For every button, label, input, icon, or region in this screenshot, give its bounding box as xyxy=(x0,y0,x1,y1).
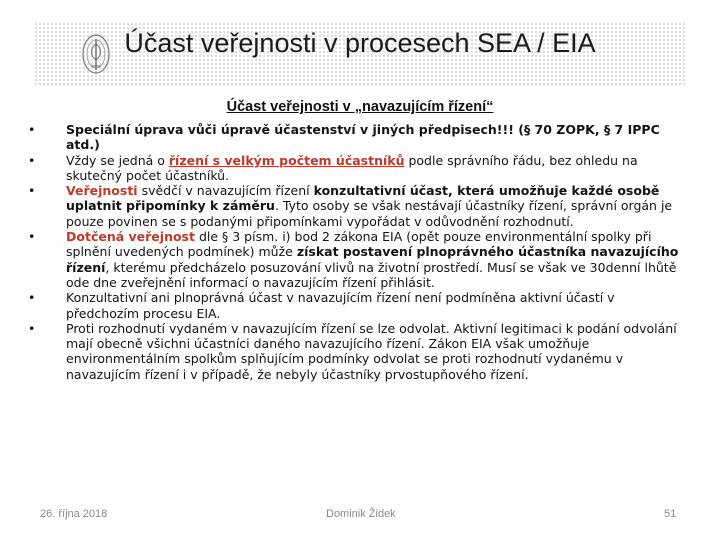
bullet-marker: • xyxy=(28,320,36,336)
bullet-text-segment: podle správního řádu, bez ohledu na skutečný počet účastníků. xyxy=(66,152,638,183)
bullet-text-segment: , kterému předcházelo posuzování vlivů na životní prostředí. Musí se však ve 30denní lhůtě ode dne zveřejnění informací o navazujícím řízení přihlásit. xyxy=(66,259,677,290)
bullet-list xyxy=(26,122,690,382)
bullet-text-segment: Speciální úprava vůči úpravě účastenství v jiných předpisech!!! (§ 70 ZOPK, § 7 IPPC atd.) xyxy=(66,122,660,153)
bullet-item xyxy=(26,153,690,184)
bullet-text-segment: Dotčená veřejnost xyxy=(66,229,195,245)
bullet-marker: • xyxy=(28,152,36,168)
bullet-text-segment: získat postavení plnoprávného účastníka navazujícího řízení xyxy=(66,244,679,275)
bullet-marker: • xyxy=(28,122,36,137)
bullet-text-segment: konzultativní účast, která umožňuje každé osobě uplatnit připomínky k záměru xyxy=(66,183,660,214)
bullet-item xyxy=(26,321,690,382)
bullet-item xyxy=(26,122,690,153)
slide-title: Účast veřejnosti v procesech SEA / EIA xyxy=(124,28,596,58)
bullet-text-segment: Proti rozhodnutí vydaném v navazujícím řízení se lze odvolat. Aktivní legitimaci k podání odvolání mají obecně všichni účastníci daného navazujícího řízení. Zákon EIA však umožňuje environmentálním spolkům splňujícím podmínky odvolat se proti rozhodnutí vydanému v navazujícím řízení i v případě, že nebyly účastníky prvostupňového řízení. xyxy=(66,320,677,382)
bullet-text-segment: řízení s velkým počtem účastníků xyxy=(168,152,405,168)
bullet-item xyxy=(26,290,690,321)
bullet-text-segment: dle § 3 písm. i) bod 2 zákona EIA (opět pouze environmentální spolky při splnění uvedených podmínek) může xyxy=(66,229,652,260)
bullet-text-segment: svědčí v navazujícím řízení xyxy=(137,183,314,199)
footer-author: Dominik Židek xyxy=(326,508,396,520)
section-subtitle: Účast veřejnosti v „navazujícím řízení“ xyxy=(226,99,494,115)
bullet-text-segment: . Tyto osoby se však nestávají účastníky řízení, správní orgán je pouze povinen se s podanými připomínkami vypořádat v odůvodnění rozhodnutí. xyxy=(66,198,673,229)
bullet-item xyxy=(26,183,690,229)
bullet-text-segment: Konzultativní ani plnoprávná účast v navazujícím řízení není podmíněna aktivní účastí v předchozím procesu EIA. xyxy=(66,290,615,321)
bullet-marker: • xyxy=(28,183,36,199)
footer-date: 26. října 2018 xyxy=(40,508,108,520)
bullet-text-segment: Veřejnosti xyxy=(66,183,138,199)
bullet-item xyxy=(26,229,690,290)
bullet-marker: • xyxy=(28,229,36,245)
bullet-marker: • xyxy=(28,290,36,306)
page-number: 51 xyxy=(664,508,677,520)
bullet-text-segment: Vždy se jedná o xyxy=(66,152,169,168)
